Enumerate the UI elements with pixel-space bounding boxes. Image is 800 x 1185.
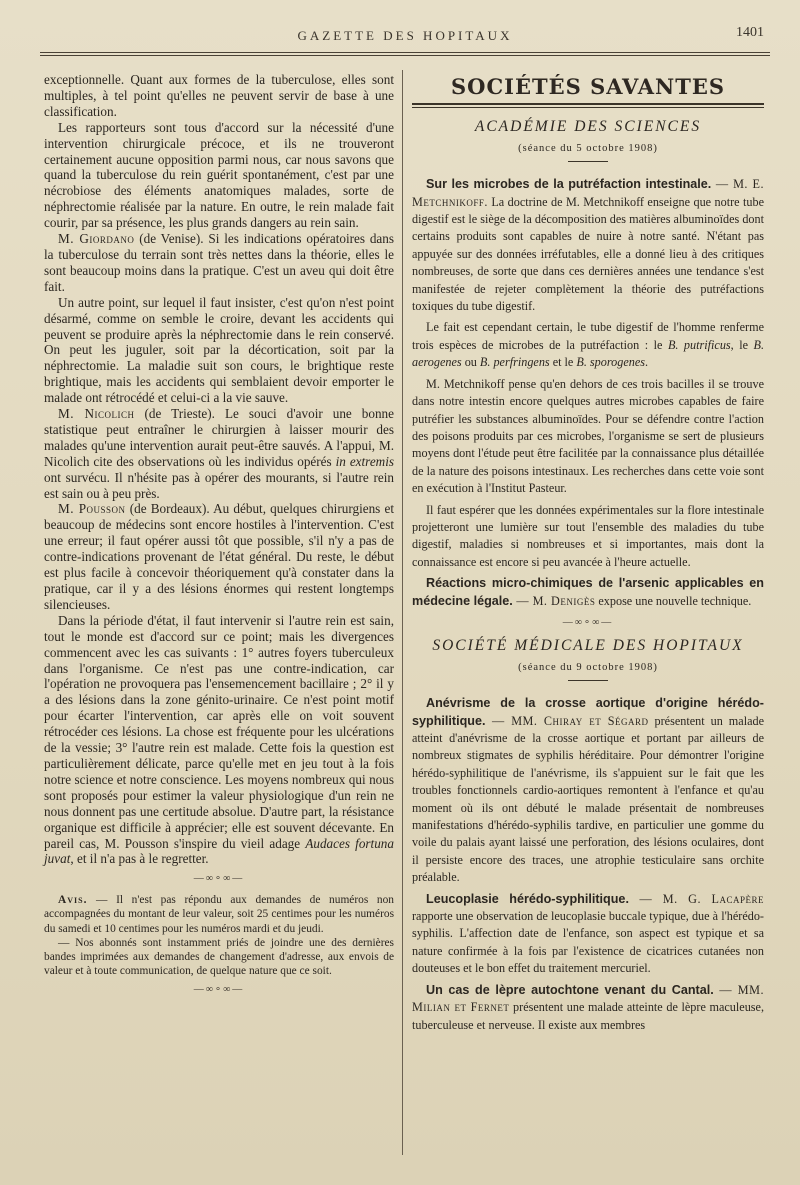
- paragraph: Les rapporteurs sont tous d'accord sur la nécessité d'une intervention chirurgicale précoce, et ils ne trouveront certainement aucune opposition parmi nous, car nous savons que quand la tuberculose du rein guérit spontanément, c'est par une nécrobiose des éléments anatomiques malades, sorte de néphrectomie réalisée par la nature. En outre, le rein malade fait courir, par sa présence, les plus grands dangers au rein sain.: [44, 119, 394, 231]
- short-rule: [568, 161, 608, 162]
- avis-notice: [44, 893, 394, 978]
- paragraph-text: (de Trieste). Le souci d'avoir une bonne statistique peut entraîner le chirurgien à laisser mourir des malades qu'une intervention aurait peut-être sauvés. A l'appui, M. Nicolich cite des observations où les individus opérés: [44, 406, 394, 469]
- italic-text: B. sporogenes: [576, 355, 645, 370]
- italic-text: B. putrificus: [667, 337, 731, 352]
- ornament: —∞∘∞—: [193, 984, 245, 996]
- report-item: [412, 982, 764, 1034]
- paragraph-text: et le: [549, 355, 577, 370]
- paragraph: [44, 231, 394, 295]
- italic-text: B. aerogenes: [412, 337, 765, 370]
- right-column: [412, 72, 764, 1038]
- society-heading: SOCIÉTÉ MÉDICALE DES HOPITAUX: [432, 637, 744, 655]
- paragraph: Un autre point, sur lequel il faut insister, c'est qu'on n'est point désarmé, comme on semble le croire, devant les accidents qui peuvent se produire après la néphrectomie dans le rein conservé. On peut les juguler, soit par la décortication, soit par la néphrectomie. La maladie suit son cours, le brightique reste brightique, mais les accidents qui semblaient devoir emporter le malade ont rétrocédé et celui-ci a la vie sauve.: [44, 294, 394, 406]
- item-author: — M. G. Lacapère: [628, 891, 764, 906]
- paragraph: [412, 319, 764, 371]
- item-text: La doctrine de M. Metchnikoff enseigne que notre tube digestif est le siège de la décomposition des matières albuminoïdes dont certains produits sont capables de nuire à notre santé. N'étant pas appuyée sur des données irréfutables, elle a donné lieu à des critiques nombreuses, de sorte que dans ces dernières années une tendance s'est manifestée de rejeter complètement la théorie des putréfactions toxiques du tube digestif.: [412, 194, 764, 314]
- paragraph-text: , le: [730, 337, 754, 352]
- ornament: —∞∘∞—: [193, 873, 245, 885]
- paragraph-text: .: [645, 355, 649, 370]
- page-number: 1401: [736, 25, 764, 40]
- paragraph: [44, 501, 394, 612]
- paragraph: M. Metchnikoff pense qu'en dehors de ces trois bacilles il se trouve dans notre intestin encore quelques autres microbes capables de faire putréfier les substances albuminoïdes. Pour se défendre contre l'action des poisons produits par ces microbes, l'organisme se sert de plusieurs moyens dont l'étude peut être facilitée par la connaissance plus détaillée de la nature des poisons intestinaux. Les recherches dans cette voie sont en exécution à l'Institut Pasteur.: [412, 376, 764, 496]
- paragraph: [44, 613, 394, 868]
- short-rule: [568, 680, 608, 681]
- paragraph-text: (de Venise). Si les indications opératoires dans la tuberculose du terrain sont très nettes dans la théorie, elles le sont beaucoup moins dans la pratique. C'est un aveu qui doit être fait.: [44, 231, 395, 294]
- report-item: [412, 176, 764, 315]
- paragraph-text: ou: [461, 355, 480, 370]
- item-text: rapporte une observation de leucoplasie buccale typique, due à l'hérédo-syphilis. L'affection date de l'enfance, son aspect est typique et sa nature confirmée à la fois par l'existence de cicatrices cutanées non douteuses et le bon effet du traitement mercuriel.: [412, 909, 764, 976]
- paragraph-text: Dans la période d'état, il faut intervenir si l'autre rein est sain, tout le monde est d'accord sur ce point; mais les divergences commencent avec les cas suivants : 1° autres foyers tuberculeux dans l'organisme. Ce n'est pas une contre-indication, car l'opération ne provoquera pas l'ensemencement bacillaire ; 2° il y a des lésions dans la zone génito-urinaire. Ce n'est point motif pour écarter l'intervention, car après elle on voit souvent rétrocéder ces lésions. La chose est fréquente pour les ulcérations de la vessie; 3° l'autre rein est malade. Cette fois la question est particulièrement délicate, parce qu'elle met en jeu tout à la fois notre science et notre conscience. Les moyens nombreux qui nous sont proposés pour estimer la valeur physiologique d'un rein ne nous donnent pas une certitude absolue. D'autre part, la résistance organique est difficile à apprécier; elle est souvent décevante. En pareil cas, M. Pousson s'inspire du vieil adage: [44, 612, 394, 851]
- avis-paragraph: — Nos abonnés sont instamment priés de joindre une des dernières bandes imprimées aux demandes de changement d'adresse, aux envois de valeur et à toute communication, de quelque nature que ce soit.: [44, 936, 394, 978]
- paragraph-text: Le fait est cependant certain, le tube digestif de l'homme renferme trois espèces de microbes de la putréfaction : le: [412, 320, 764, 352]
- avis-paragraph: [44, 893, 394, 936]
- item-title: Réactions micro-chimiques de l'arsenic applicables en médecine légale.: [412, 576, 764, 608]
- speaker-name: M. Giordano: [58, 231, 135, 247]
- society-heading: ACADÉMIE DES SCIENCES: [474, 118, 702, 136]
- item-author: — M. E. Metchnikoff.: [412, 177, 765, 209]
- paragraph-text: , et il n'a pas à le regretter.: [70, 851, 209, 867]
- item-title: Leucoplasie hérédo-syphilitique.: [426, 891, 629, 906]
- item-title: Un cas de lèpre autochtone venant du Cantal.: [426, 982, 714, 997]
- report-item: [412, 891, 764, 978]
- running-title: GAZETTE DES HOPITAUX: [297, 28, 513, 43]
- item-text: expose une nouvelle technique.: [595, 593, 752, 608]
- paragraph: [44, 406, 394, 501]
- page-header: [40, 25, 770, 54]
- item-title: Anévrisme de la crosse aortique d'origine hérédo-syphilitique.: [412, 696, 764, 728]
- italic-text: in extremis: [335, 453, 394, 469]
- paragraph: Il faut espérer que les données expérimentales sur la flore intestinale projetteront une lumière sur tout l'ensemble des maladies du tube digestif, maladies si nombreuses et si importantes, mais dont la connaissance est encore si peu avancée à l'heure actuelle.: [412, 502, 764, 569]
- italic-text: Audaces fortuna juvat: [44, 835, 394, 867]
- item-text: présentent une malade atteinte de lèpre maculeuse, tuberculeuse et nerveuse. Il existe aux membres: [412, 1000, 764, 1032]
- header-rule: [40, 52, 770, 56]
- session-date: (séance du 9 octobre 1908): [518, 661, 658, 673]
- paragraph-text: (de Bordeaux). Au début, quelques chirurgiens et beaucoup de médecins sont encore hostiles à l'intervention. C'est une erreur; il faut opérer aussi tôt que possible, s'il n'y a pas de contre-indications provenant de l'état général. Du reste, le début est plus facile à concevoir théoriquement qu'à constater dans la pratique, car il y a des lésions énormes qui restent longtemps silencieuses.: [44, 501, 394, 612]
- paragraph: exceptionnelle. Quant aux formes de la tuberculose, elles sont multiples, à tel point qu'elles ne peuvent servir de base à une classification.: [44, 72, 394, 119]
- column-divider: [402, 70, 403, 1155]
- section-rule: [412, 103, 764, 108]
- item-author: — MM. Milian et Fernet: [412, 982, 764, 1015]
- ornament: —∞∘∞—: [562, 616, 614, 628]
- report-item: [412, 575, 764, 610]
- avis-label: Avis.: [58, 894, 88, 907]
- avis-text: — Il n'est pas répondu aux demandes de numéros non accompagnées du montant de leur valeur, soit 25 centimes pour les numéros du samedi et 10 centimes pour les numéros mardi et du jeudi.: [44, 894, 394, 935]
- italic-text: B. perfringens: [479, 355, 550, 370]
- speaker-name: M. Pousson: [58, 501, 126, 517]
- session-date: (séance du 5 octobre 1908): [518, 142, 658, 154]
- item-title: Sur les microbes de la putréfaction intestinale.: [426, 177, 712, 192]
- left-column: [44, 72, 394, 1004]
- item-author: — MM. Chiray et Ségard: [485, 713, 649, 728]
- item-author: — M. Denigès: [512, 593, 596, 608]
- item-text: présentent un malade atteint d'anévrisme de la crosse aortique et portant par ailleurs de nombreux stigmates de syphilis héréditaire. Pour démontrer l'origine hérédo-syphilitique de l'anévrisme, ils s'appuient sur le fait que les troubles fonctionnels cardio-aortiques remontent à l'enfance et qu'au moment où ils ont débuté le malade présentait de nombreuses manifestations d'hérédo-syphilis tardive, en particulier une gomme du voile du palais ayant laissé une perforation, des lésions oculaires, dont il persiste encore des traces, une atrophie testiculaire sans orchite préalable.: [412, 713, 764, 885]
- paragraph-text: ont survécu. Il n'hésite pas à opérer des mourants, si l'autre rein est sain ou à peu près.: [44, 469, 394, 501]
- report-item: [412, 695, 764, 886]
- speaker-name: M. Nicolich: [58, 406, 135, 422]
- section-title: SOCIÉTÉS SAVANTES: [451, 74, 725, 99]
